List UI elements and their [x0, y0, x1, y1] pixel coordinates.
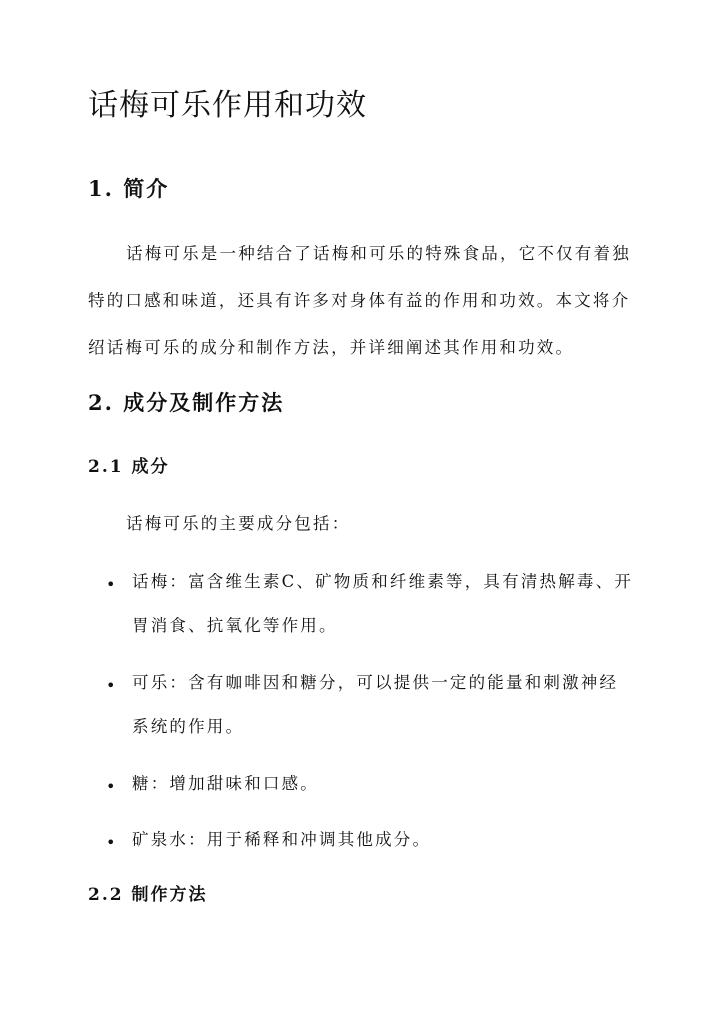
section-heading-ingredients-method: 2. 成分及制作方法 [88, 390, 285, 415]
bullet-icon: • [106, 676, 116, 695]
ingredient-cola-line-2: 系统的作用。 [132, 717, 245, 736]
ingredient-plum-line-2: 胃消食、抗氧化等作用。 [132, 616, 338, 635]
intro-paragraph-line-1: 话梅可乐是一种结合了话梅和可乐的特殊食品，它不仅有着独 [126, 244, 631, 263]
ingredients-intro: 话梅可乐的主要成分包括： [126, 514, 351, 533]
intro-paragraph-line-2: 特的口感和味道，还具有许多对身体有益的作用和功效。本文将介 [88, 291, 631, 310]
intro-paragraph-line-3: 绍话梅可乐的成分和制作方法，并详细阐述其作用和功效。 [88, 338, 575, 357]
bullet-icon: • [106, 575, 116, 594]
subsection-heading-method: 2.2 制作方法 [88, 885, 208, 905]
ingredient-plum-line-1: 话梅：富含维生素C、矿物质和纤维素等，具有清热解毒、开 [132, 572, 634, 591]
bullet-icon: • [106, 777, 116, 796]
ingredient-sugar-line: 糖：增加甜味和口感。 [132, 774, 319, 793]
bullet-icon: • [106, 833, 116, 852]
document-title: 话梅可乐作用和功效 [88, 88, 367, 123]
ingredient-water-line: 矿泉水：用于稀释和冲调其他成分。 [132, 830, 432, 849]
section-heading-intro: 1. 简介 [88, 176, 170, 201]
ingredient-cola-line-1: 可乐：含有咖啡因和糖分，可以提供一定的能量和刺激神经 [132, 673, 619, 692]
subsection-heading-ingredients: 2.1 成分 [88, 457, 170, 477]
